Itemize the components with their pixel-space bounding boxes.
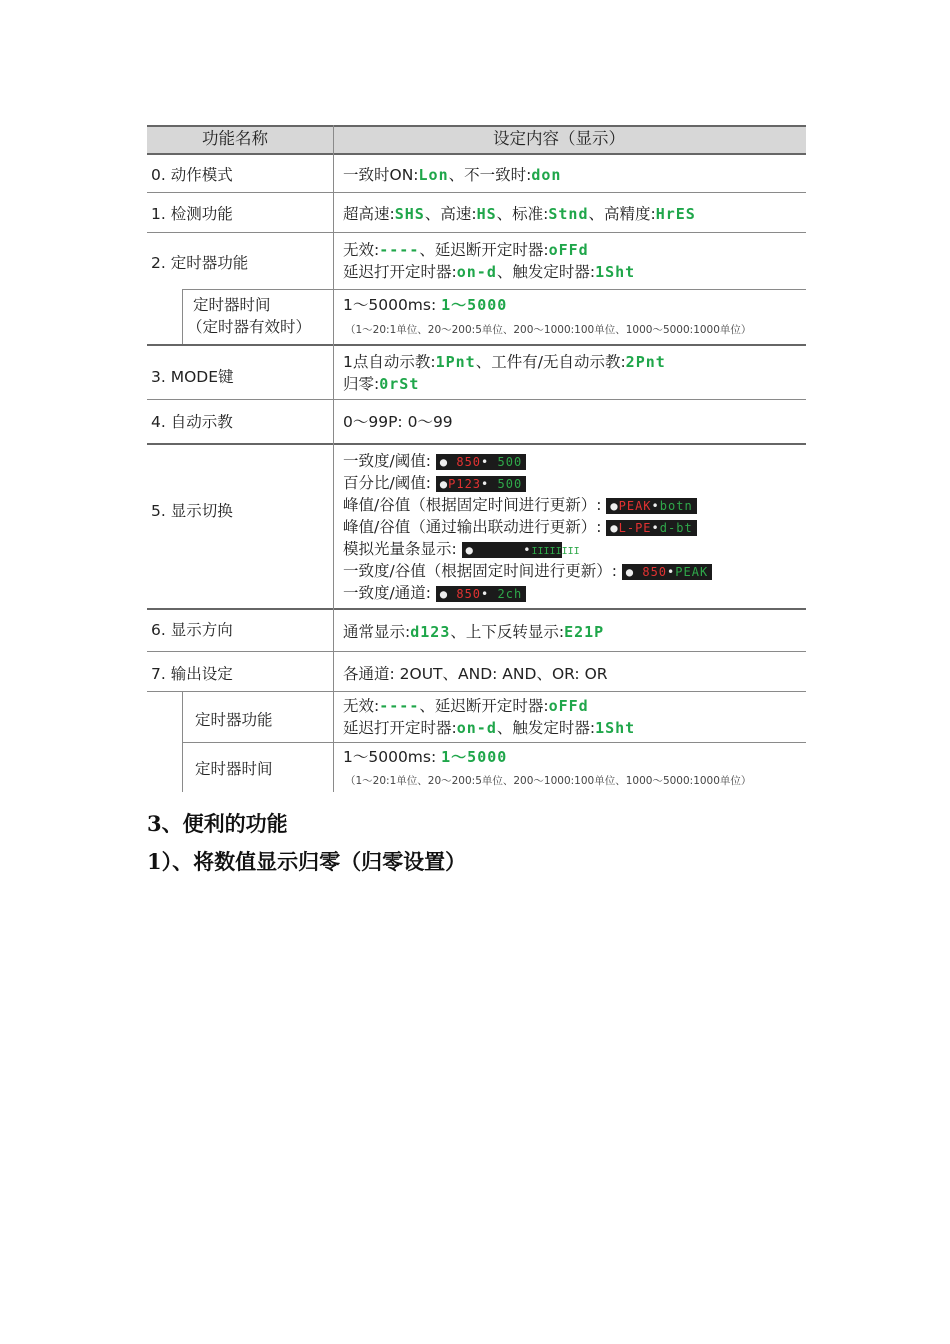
display-switch-line: 一致度/阈值: ● 850• 500 <box>343 451 526 471</box>
row-output-timer-function-line2: 延迟打开定时器:on-d、触发定时器:1Sht <box>343 719 636 737</box>
row-timer-function-name: 2. 定时器功能 <box>151 254 249 272</box>
row-output-setting-content: 各通道: 2OUT、AND: AND、OR: OR <box>343 665 608 683</box>
row-output-timer-function-name: 定时器功能 <box>195 711 273 729</box>
row-display-direction-content: 通常显示:d123、上下反转显示:E21P <box>343 623 605 641</box>
display-switch-line: 一致度/谷值（根据固定时间进行更新）: ● 850•PEAK <box>343 561 712 581</box>
row-display-direction-name: 6. 显示方向 <box>151 621 233 639</box>
row-detection-name: 1. 检测功能 <box>151 205 233 223</box>
row-timer-function-line1: 无效:----、延迟断开定时器:oFFd <box>343 241 589 259</box>
header-setting-content: 设定内容（显示） <box>493 129 625 148</box>
header-function-name: 功能名称 <box>202 129 268 148</box>
display-switch-line: 峰值/谷值（根据固定时间进行更新）: ●PEAK•botn <box>343 495 697 515</box>
display-switch-line: 一致度/通道: ● 850• 2ch <box>343 583 526 603</box>
display-readout: ●L-PE•d-bt <box>606 520 696 536</box>
row-timer-time-note: （1～20:1单位、20～200:5单位、200～1000:100单位、1000～5000:1000单位） <box>345 324 752 336</box>
display-readout: ● 850•PEAK <box>622 564 712 580</box>
row-operation-mode-name: 0. 动作模式 <box>151 166 233 184</box>
row-timer-time-content: 1～5000ms: 1～5000 <box>343 296 508 314</box>
row-timer-function-line2: 延迟打开定时器:on-d、触发定时器:1Sht <box>343 263 636 281</box>
display-readout: ● 850• 500 <box>436 454 526 470</box>
display-readout: ●PEAK•botn <box>606 498 696 514</box>
row-operation-mode-content: 一致时ON:Lon、不一致时:don <box>343 166 562 184</box>
display-switch-line: 峰值/谷值（通过输出联动进行更新）: ●L-PE•d-bt <box>343 517 697 537</box>
subsection-heading: 1）、将数值显示归零（归零设置） <box>147 849 467 874</box>
row-output-timer-function-line1: 无效:----、延迟断开定时器:oFFd <box>343 697 589 715</box>
row-timer-time-name: 定时器时间 <box>193 296 271 314</box>
settings-table <box>147 125 806 792</box>
row-mode-key-line1: 1点自动示教:1Pnt、工件有/无自动示教:2Pnt <box>343 353 666 371</box>
row-display-switch-name: 5. 显示切换 <box>151 502 233 520</box>
display-readout: ●P123• 500 <box>436 476 526 492</box>
section-heading: 3、便利的功能 <box>147 811 288 836</box>
row-output-timer-time-content: 1～5000ms: 1～5000 <box>343 748 508 766</box>
row-output-timer-time-name: 定时器时间 <box>195 760 273 778</box>
display-readout: ● •IIIIIIII <box>462 542 562 558</box>
row-timer-time-subname: （定时器有效时） <box>187 318 312 336</box>
row-auto-teach-name: 4. 自动示教 <box>151 413 233 431</box>
row-mode-key-name: 3. MODE键 <box>151 368 234 386</box>
row-output-timer-time-note: （1～20:1单位、20～200:5单位、200～1000:100单位、1000～5000:1000单位） <box>345 775 752 787</box>
row-auto-teach-content: 0～99P: 0～99 <box>343 413 453 431</box>
row-output-setting-name: 7. 输出设定 <box>151 665 233 683</box>
display-switch-line: 百分比/阈值: ●P123• 500 <box>343 473 526 493</box>
row-detection-content: 超高速:SHS、高速:HS、标准:Stnd、高精度:HrES <box>343 205 696 223</box>
display-readout: ● 850• 2ch <box>436 586 526 602</box>
display-switch-line: 模拟光量条显示: ● •IIIIIIII <box>343 540 580 558</box>
row-mode-key-line2: 归零:0rSt <box>343 375 420 393</box>
